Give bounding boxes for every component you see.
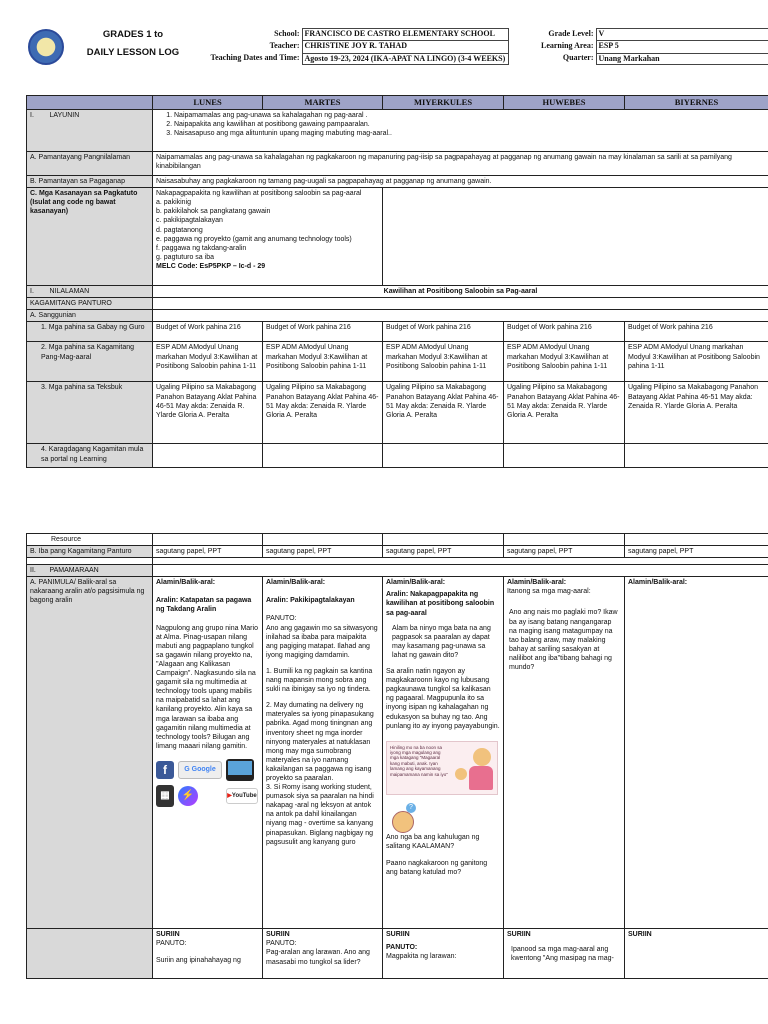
- gabay-guro-cell: Budget of Work pahina 216: [153, 322, 263, 342]
- day-header-huwebes: HUWEBES: [504, 96, 625, 110]
- huwebes-p1: Itanong sa mga mag-aaral:: [507, 588, 591, 596]
- suriin-heading: SURIIN: [507, 931, 531, 939]
- kasanayan-line: f. paggawa ng takdang-aralin: [156, 244, 247, 252]
- illustration-caption: Hiniling mo na ba noon sa iyong mga magulang ang mga katagang "Magaaral kang mabuti, anak. Iyan lamang ang kayamanang maipamamana namin sa iyo": [390, 744, 448, 777]
- panimula-biyernes: [625, 577, 768, 929]
- suriin-heading: SURIIN: [628, 931, 652, 939]
- alamin-heading: Alamin/Balik-aral:: [507, 579, 567, 587]
- teksbuk-cell: Ugaling Pilipino sa Makabagong Panahon Batayang Aklat Pahina 46-51 May akda: Zenaida R. Ylarde Gloria A. Peralta: [625, 382, 768, 444]
- suriin-text: Pag-aralan ang larawan. Ano ang masasabi mo tungkol sa lider?: [266, 949, 370, 966]
- day-header-miyerkules: MIYERKULES: [383, 96, 504, 110]
- mother-figure: [473, 748, 491, 766]
- layunin-item: 2. Naipapakita ang kawilihan at positibong gawaing pampaaralan.: [174, 120, 765, 129]
- kasanayan-line: d. pagtatanong: [156, 226, 203, 234]
- suriin-biyernes: [625, 929, 768, 979]
- school-value: FRANCISCO DE CASTRO ELEMENTARY SCHOOL: [302, 29, 508, 41]
- aralin-title: Aralin: Pakikipagtalakayan: [266, 597, 355, 605]
- kasanayan-line: Nakapagpapakita ng kawilihan at positibong saloobin sa pag-aaral: [156, 190, 362, 198]
- alamin-heading: Alamin/Balik-aral:: [156, 579, 216, 587]
- teacher-value: CHRISTINE JOY R. TAHAD: [302, 41, 508, 53]
- suriin-text: Suriin ang ipinahahayag ng: [156, 957, 241, 965]
- kasanayan-line: b. pakikilahok sa pangkatang gawain: [156, 208, 271, 216]
- teaching-dates-value: Agosto 19-23, 2024 (IKA-APAT NA LINGO) (3-4 WEEKS): [302, 53, 508, 64]
- magulang-anak-illustration: [386, 741, 498, 795]
- miyerkules-q2: Paano nagkakaroon ng ganitong ang batang katulad mo?: [386, 859, 488, 876]
- alamin-heading: Alamin/Balik-aral:: [386, 579, 446, 587]
- kagamitang-mag-aaral-cell: ESP ADM AModyul Unang markahan Modyul 3:Kawilihan at Positibong Saloobin pahina 1-11: [504, 342, 625, 382]
- aralin-title: Aralin: Nakapagpapakita ng kawilihan at positibong saloobin sa pag-aaral: [386, 591, 495, 617]
- school-label: School:: [274, 28, 300, 38]
- iba-pang-kagamitan-label: B. Iba pang Kagamitang Panturo: [27, 546, 153, 558]
- dll-table-page1: [26, 95, 768, 468]
- teksbuk-cell: Ugaling Pilipino sa Makabagong Panahon Batayang Aklat Pahina 46-51 May akda: Zenaida R. Ylarde Gloria A. Peralta: [263, 382, 383, 444]
- teksbuk-cell: Ugaling Pilipino sa Makabagong Panahon Batayang Aklat Pahina 46-51 May akda: Zenaida R. Ylarde Gloria A. Peralta: [504, 382, 625, 444]
- pamamaraan-label: II. PAMAMARAAN: [27, 565, 153, 577]
- kagamitang-panturo-label: KAGAMITANG PANTURO: [27, 298, 153, 310]
- iba-pang-kagamitan-cell: sagutang papel, PPT: [153, 546, 263, 558]
- suriin-text: Magpakita ng larawan:: [386, 953, 457, 961]
- messenger-icon: ⚡: [178, 786, 198, 806]
- kasanayan-line: e. paggawa ng proyekto (gamit ang anumang technology tools): [156, 235, 352, 243]
- melc-code: MELC Code: EsP5PKP – Ic-d - 29: [156, 262, 266, 270]
- panimula-miyerkules: [383, 577, 504, 929]
- gabay-guro-cell: Budget of Work pahina 216: [625, 322, 768, 342]
- kasanayan-line: c. pakikipagtalakayan: [156, 217, 223, 225]
- nilalaman-text: Kawilihan at Positibong Saloobin sa Pag-aaral: [153, 286, 768, 298]
- iba-pang-kagamitan-cell: sagutang papel, PPT: [263, 546, 383, 558]
- gabay-guro-cell: Budget of Work pahina 216: [504, 322, 625, 342]
- dll-header: [26, 28, 768, 65]
- day-header-biyernes: BIYERNES: [625, 96, 768, 110]
- pamantayang-pangnilalaman-text: Naipamamalas ang pag-unawa sa kahalagahan ng pagkakaroon ng mapanuring pag-iisip sa pagpapahayag at pagganap ng anumang gawain na may kinalaman sa sarili at sa pamilyang kinabibilangan: [153, 152, 768, 176]
- martes-intro: Ano ang gagawin mo sa sitwasyong inilahad sa ibaba para maipakita ang pagiging matapat. Ilahad ang iyong magiging damdamin.: [266, 624, 378, 659]
- grade-level-label: Grade Level:: [548, 28, 594, 38]
- kaalaman-question: [386, 803, 500, 833]
- quarter-label: Quarter:: [562, 53, 594, 63]
- kasanayan-line: g. pagtuturo sa iba: [156, 253, 214, 261]
- grade-level-value: V: [596, 29, 768, 41]
- pamantayan-pagganap-label: B. Pamantayan sa Pagaganap: [27, 176, 153, 188]
- teksbuk-cell: Ugaling Pilipino sa Makabagong Panahon Batayang Aklat Pahina 46-51 May akda: Zenaida R. Ylarde Gloria A. Peralta: [153, 382, 263, 444]
- layunin-item: 1. Naipamamalas ang pag-unawa sa kahalagahan ng pag-aaral .: [174, 111, 765, 120]
- panimula-huwebes: [504, 577, 625, 929]
- calculator-icon: ▦: [156, 785, 174, 807]
- suriin-lunes: [153, 929, 263, 979]
- kasanayan-line: a. pakikinig: [156, 199, 192, 207]
- day-header-lunes: LUNES: [153, 96, 263, 110]
- sanggunian-label: A. Sanggunian: [27, 310, 153, 322]
- suriin-panuto: PANUTO:: [156, 940, 187, 948]
- quarter-value: Unang Markahan: [596, 53, 768, 64]
- child-figure: [455, 768, 467, 780]
- kagamitang-mag-aaral-label: 2. Mga pahina sa Kagamitang Pang-Mag-aaral: [27, 342, 153, 382]
- suriin-miyerkules: [383, 929, 504, 979]
- layunin-label: I. LAYUNIN: [27, 110, 153, 152]
- suriin-heading: SURIIN: [386, 931, 410, 939]
- panimula-lunes: [153, 577, 263, 929]
- title-line2: DAILY LESSON LOG: [86, 46, 180, 58]
- suriin-panuto: PANUTO:: [386, 944, 418, 952]
- gabay-guro-cell: Budget of Work pahina 216: [383, 322, 504, 342]
- karagdagang-kagamitan-label: 4. Karagdagang Kagamitan mula sa portal ng Learning: [27, 444, 153, 468]
- gabay-guro-cell: Budget of Work pahina 216: [263, 322, 383, 342]
- computer-icon: [226, 759, 254, 781]
- thinking-child-icon: ?: [386, 803, 418, 833]
- iba-pang-kagamitan-cell: sagutang papel, PPT: [625, 546, 768, 558]
- suriin-huwebes: [504, 929, 625, 979]
- kagamitang-mag-aaral-cell: ESP ADM AModyul Unang markahan Modyul 3:Kawilihan at Positibong Saloobin pahina 1-11: [263, 342, 383, 382]
- title-line1: GRADES 1 to: [102, 28, 164, 40]
- panimula-martes: [263, 577, 383, 929]
- suriin-text: Ipanood sa mga mag-aaral ang kwentong "Ang masipag na mag-: [511, 946, 614, 963]
- kagamitang-mag-aaral-cell: ESP ADM AModyul Unang markahan Modyul 3:Kawilihan at Positibong Saloobin pahina 1-11: [625, 342, 768, 382]
- facebook-icon: f: [156, 761, 174, 779]
- youtube-icon: ▶YouTube: [226, 788, 258, 804]
- iba-pang-kagamitan-cell: sagutang papel, PPT: [504, 546, 625, 558]
- miyerkules-p1: Alam ba ninyo mga bata na ang pagpasok sa paaralan ay dapat may kasamang pag-unawa sa lahat ng gawain dito?: [392, 624, 491, 659]
- suriin-martes: [263, 929, 383, 979]
- teksbuk-label: 3. Mga pahina sa Teksbuk: [27, 382, 153, 444]
- kasanayan-list: [153, 188, 383, 286]
- suriin-panuto: PANUTO:: [266, 940, 297, 948]
- sitwasyon-item: 1. Bumili ka ng pagkain sa kantina nang mapansin mong sobra ang sukli na ibinigay sa iyo ng tindera.: [266, 667, 373, 694]
- technology-tools-icons: [156, 759, 259, 807]
- suriin-heading: SURIIN: [156, 931, 180, 939]
- kagamitang-mag-aaral-cell: ESP ADM AModyul Unang markahan Modyul 3:Kawilihan at Positibong Saloobin pahina 1-11: [383, 342, 504, 382]
- deped-seal-logo: [28, 29, 64, 65]
- kagamitang-mag-aaral-cell: ESP ADM AModyul Unang markahan Modyul 3:Kawilihan at Positibong Saloobin pahina 1-11: [153, 342, 263, 382]
- lunes-body: Nagpulong ang grupo nina Mario at Alma. Pinag-usapan nilang mabuti ang pagpaplano tungkol sa gagawin nilang proyekto na, "Alagaan ang Kalikasan Campaign". Nagkasundo sila na gagamit sila ng multimedia at technology tools upang mabilis na maipabatid sa lahat ang kanilang proyekto. Alin kaya sa mga larawan sa ibaba ang gagamitin nilang multimedia at technology tools? Bilugan ang limang maaari nilang gamitin.: [156, 624, 258, 750]
- sitwasyon-item: 2. May dumating na delivery ng materyales sa iyong pinapasukang pabrika. Agad mong tiningnan ang inventory sheet ng mga inorder ninyong materyales at natuklasan mong may mga sumobrang materyales na iyo namang kakailangan sa paggawa ng isang proyekto sa paaralan.: [266, 702, 374, 782]
- teksbuk-cell: Ugaling Pilipino sa Makabagong Panahon Batayang Aklat Pahina 46-51 May akda: Zenaida R. Ylarde Gloria A. Peralta: [383, 382, 504, 444]
- teaching-dates-label: Teaching Dates and Time:: [210, 53, 300, 63]
- dll-table-page2: [26, 533, 768, 979]
- miyerkules-q1: Ano nga ba ang kahulugan ng salitang KAALAMAN?: [386, 833, 480, 850]
- miyerkules-p2: Sa aralin natin ngayon ay magkakaroonn kayo ng lubusang pagkaunawa tungkol sa kalikasan ng pagaaral. Magpupunla ito sa inyong isipan ng kahalagahan ng edukasyon sa buhay ng tao. Ang punlang ito ay inyong payayabungin.: [386, 668, 500, 730]
- mother-body: [469, 766, 493, 790]
- pamantayan-pagganap-text: Naisasabuhay ang pagkakaroon ng tamang pag-uugali sa pagpapahayag at pagganap ng anumang gawain.: [153, 176, 768, 188]
- panimula-label: A. PANIMULA/ Balik-aral sa nakaraang aralin at/o pagsisimula ng bagong aralin: [27, 577, 153, 929]
- iba-pang-kagamitan-cell: sagutang papel, PPT: [383, 546, 504, 558]
- suriin-heading: SURIIN: [266, 931, 290, 939]
- teacher-label: Teacher:: [269, 40, 300, 50]
- google-icon: G Google: [178, 761, 222, 779]
- learning-area-value: ESP 5: [596, 41, 768, 53]
- pamantayang-pangnilalaman-label: A. Pamantayang Pangnilalaman: [27, 152, 153, 176]
- alamin-heading: Alamin/Balik-aral:: [628, 579, 688, 587]
- layunin-list: [153, 110, 768, 152]
- huwebes-p2: Ano ang nais mo paglaki mo? Ikaw ba ay isang batang nangangarap na maging isang matagumpay na tao balang araw, may malaking bahay at sariling sasakyan at nalilibot ang iba"tibang bahagi ng mundo?: [509, 609, 618, 672]
- learning-area-label: Learning Area:: [540, 40, 594, 50]
- alamin-heading: Alamin/Balik-aral:: [266, 579, 326, 587]
- kasanayan-label: C. Mga Kasanayan sa Pagkatuto (Isulat ang code ng bawat kasanayan): [27, 188, 153, 286]
- aralin-title: Aralin: Katapatan sa pagawa ng Takdang Aralin: [156, 597, 252, 614]
- resource-label: Resource: [27, 534, 153, 546]
- gabay-guro-label: 1. Mga pahina sa Gabay ng Guro: [27, 322, 153, 342]
- nilalaman-label: I. NILALAMAN: [27, 286, 153, 298]
- sitwasyon-item: 3. Si Romy isang working student, pumasok siya sa paaralan na hindi nakapag -aral ng leksyon at antok na antok pa dahil kinailangan niyang mag - overtime sa kanyang pinapasukan. Biglang nagbigay ng pagsusulit ang kanyang guro: [266, 784, 374, 846]
- day-header-martes: MARTES: [263, 96, 383, 110]
- panuto-label: PANUTO:: [266, 615, 297, 623]
- layunin-item: 3. Naisasapuso ang mga alituntunin upang maging mabuting mag-aaral..: [174, 129, 765, 138]
